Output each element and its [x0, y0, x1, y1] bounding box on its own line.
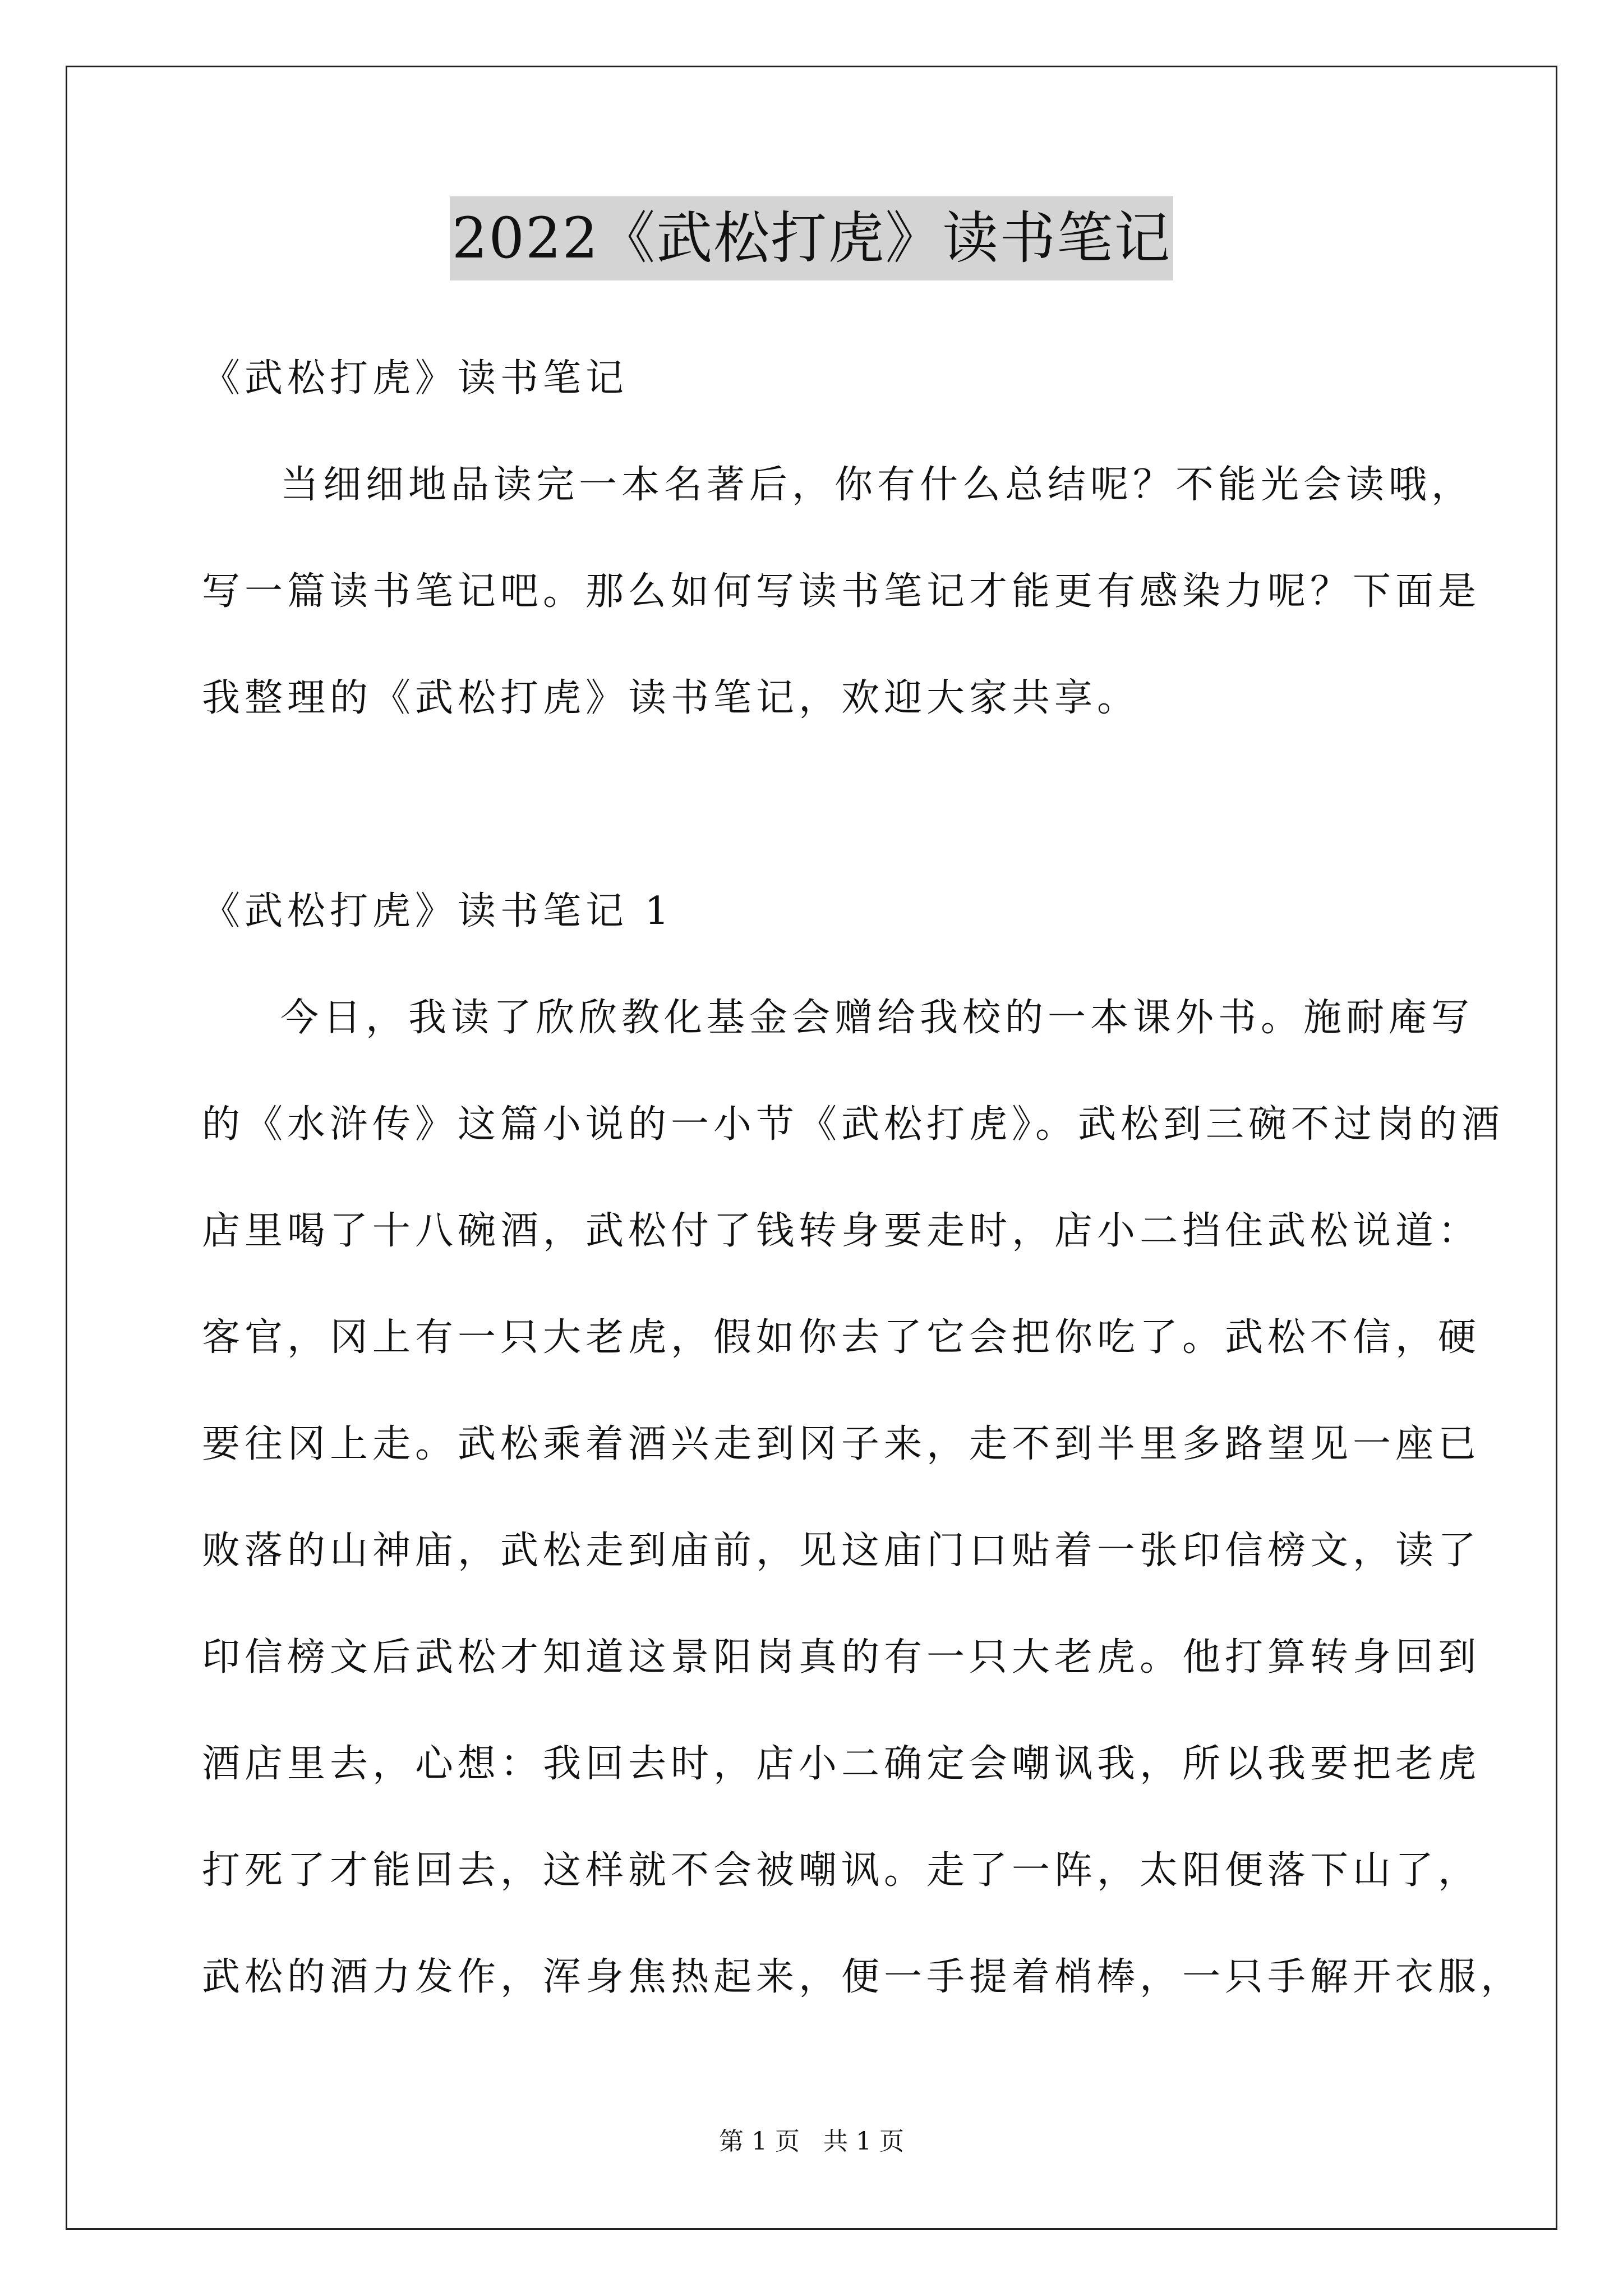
- intro-line-3: 我整理的《武松打虎》读书笔记，欢迎大家共享。: [202, 676, 1140, 720]
- body-line-1: 今日，我读了欣欣教化基金会赠给我校的一本课外书。施耐庵写: [280, 996, 1474, 1040]
- title-container: [0, 196, 1623, 280]
- body-line-9: 打死了才能回去，这样就不会被嘲讽。走了一阵，太阳便落下山了，: [202, 1848, 1481, 1893]
- intro-line-1: 当细细地品读完一本名著后，你有什么总结呢？不能光会读哦，: [280, 463, 1474, 507]
- body-line-3: 店里喝了十八碗酒，武松付了钱转身要走时，店小二挡住武松说道：: [202, 1209, 1481, 1253]
- page-footer: [0, 2125, 1623, 2159]
- document-subtitle: 《武松打虎》读书笔记: [202, 356, 629, 401]
- page-number: 第 1 页: [719, 2127, 800, 2156]
- body-line-10: 武松的酒力发作，浑身焦热起来，便一手提着梢棒，一只手解开衣服，: [202, 1955, 1524, 1999]
- body-line-5: 要往冈上走。武松乘着酒兴走到冈子来，走不到半里多路望见一座已: [202, 1422, 1481, 1466]
- body-line-2: 的《水浒传》这篇小说的一小节《武松打虎》。武松到三碗不过岗的酒: [202, 1102, 1505, 1147]
- body-line-4: 客官，冈上有一只大老虎，假如你去了它会把你吃了。武松不信，硬: [202, 1315, 1481, 1360]
- body-line-8: 酒店里去，心想：我回去时，店小二确定会嘲讽我，所以我要把老虎: [202, 1742, 1481, 1786]
- intro-line-2: 写一篇读书笔记吧。那么如何写读书笔记才能更有感染力呢？下面是: [202, 569, 1481, 614]
- section-heading: 《武松打虎》读书笔记 1: [202, 889, 674, 933]
- document-title: 2022《武松打虎》读书笔记: [450, 196, 1174, 280]
- page-total: 共 1 页: [823, 2127, 904, 2156]
- body-line-6: 败落的山神庙，武松走到庙前，见这庙门口贴着一张印信榜文，读了: [202, 1529, 1481, 1573]
- body-line-7: 印信榜文后武松才知道这景阳岗真的有一只大老虎。他打算转身回到: [202, 1635, 1481, 1680]
